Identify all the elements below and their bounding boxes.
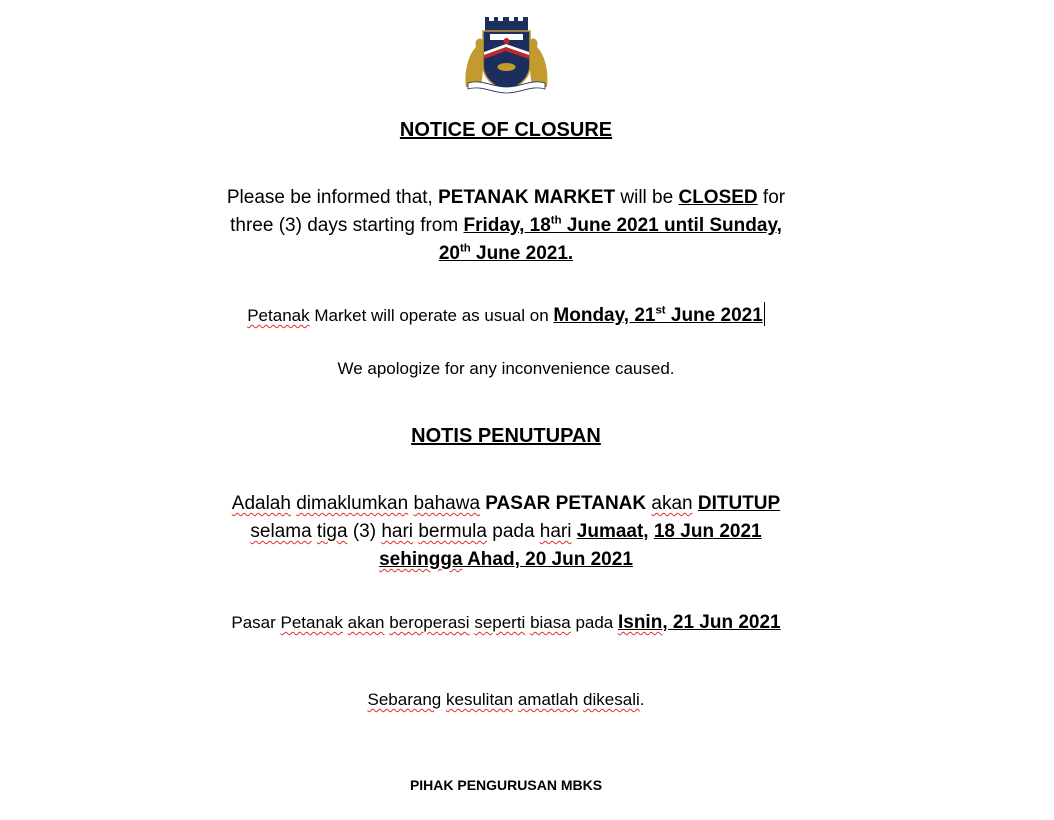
word: bermula [418,521,487,542]
english-closure-paragraph [0,184,1012,268]
word: hari [381,521,414,542]
closure-end-date-malay: sehingga Ahad, 20 Jun 2021 [379,549,633,570]
text: . [639,690,645,709]
ditutup-word: DITUTUP [697,493,781,514]
word: dikesali [583,690,640,709]
closure-start-date: Friday, 18th June 2021 until Sunday, [463,214,782,236]
text: Please be informed that, [226,187,439,208]
word-petanak: Petanak [247,306,310,325]
malay-reopen-paragraph [0,610,1012,636]
word: Sebarang [367,690,442,709]
text: (3) [347,521,382,542]
market-name-malay: PASAR PETANAK [485,493,647,514]
word: amatlah [517,690,579,709]
malay-closure-paragraph [0,490,1012,574]
word: seperti [474,613,526,632]
word: dimaklumkan [296,493,409,514]
word: biasa [530,613,571,632]
text: Market will operate as usual on [309,306,554,325]
word: hari [539,521,572,542]
word: bahawa [413,493,481,514]
text: pada [486,521,540,542]
word: Petanak [280,613,343,632]
reopen-date: Monday, 21st June 2021 [553,304,763,326]
text: for [757,187,786,208]
notice-of-closure-heading: NOTICE OF CLOSURE [399,119,613,141]
word: selama [250,521,312,542]
word: kesulitan [445,690,514,709]
english-reopen-paragraph [0,302,1012,329]
closure-start-date-malay: 18 Jun 2021 [653,521,762,542]
market-name: PETANAK MARKET [438,187,616,208]
closure-end-date: 20th June 2021. [438,242,574,264]
text: three (3) days starting from [230,215,464,236]
signature: PIHAK PENGURUSAN MBKS [409,777,603,793]
notis-penutupan-heading: NOTIS PENUTUPAN [411,425,601,447]
word: tiga [316,521,348,542]
english-apology: We apologize for any inconvenience caused. [337,359,675,378]
word: beroperasi [389,613,470,632]
word: akan [651,493,693,514]
closed-word: CLOSED [678,187,758,208]
word: Adalah [231,493,291,514]
text: Pasar [231,613,281,632]
text-cursor [764,302,765,326]
text: pada [570,613,618,632]
day-jumaat: Jumaat, [576,521,649,542]
reopen-date-malay: Isnin, 21 Jun 2021 [617,612,781,633]
word: akan [347,613,385,632]
mbks-crest-logo [462,17,551,95]
text: will be [615,187,674,208]
malay-apology [0,690,1012,710]
